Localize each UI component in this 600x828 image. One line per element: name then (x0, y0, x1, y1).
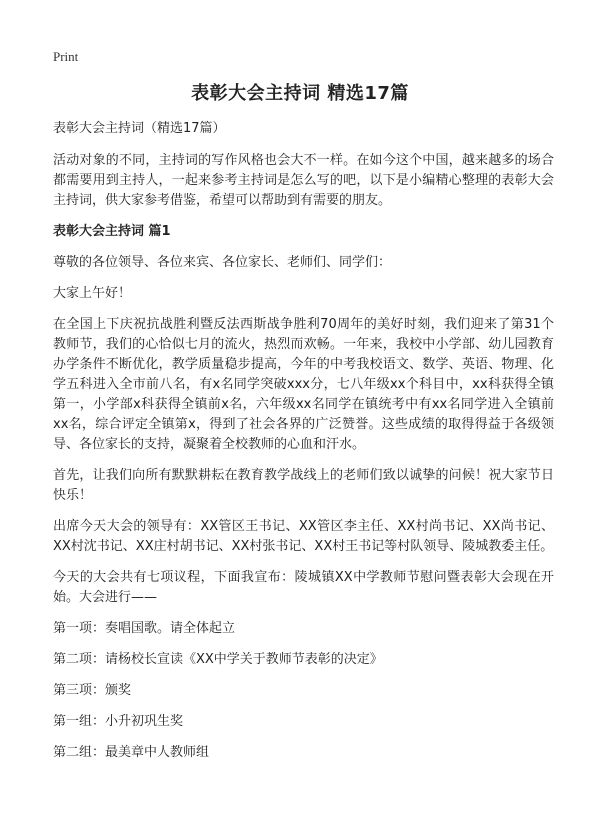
award-group-1: 第一组：小升初巩生奖 (53, 714, 184, 729)
paragraph-achievements: 在全国上下庆祝抗战胜利暨反法西斯战争胜利70周年的美好时刻，我们迎来了第31个教师节，我们的心恰似七月的流火，热烈而欢畅。一年来，我校中小学部、幼儿园教育办学条件不断优化，教学质量稳步提高，今年的中考我校语文、数学、英语、物理、化学五科进入全市前八名，有x名同学突破xxx分，七八年级xx个科目中，xx科获得全镇第一，小学部x科获得全镇前x名，六年级xx名同学在镇统考中有xx名同学进入全镇前xx名，综合评定全镇第x，得到了社会各界的广泛赞誉。这些成绩的取得得益于各级领导、各位家长的支持，凝聚着全校教师的心血和汗水。 (53, 317, 554, 452)
agenda-item-1: 第一项：奏唱国歌。请全体起立 (53, 621, 236, 636)
document-subtitle: 表彰大会主持词（精选17篇） (53, 121, 226, 136)
document-body (53, 119, 554, 774)
award-group-2: 第二组：最美章中人教师组 (53, 745, 210, 760)
paragraph-greeting: 尊敬的各位领导、各位来宾、各位家长、老师们、同学们： (53, 255, 392, 270)
agenda-item-2: 第二项：请杨校长宣读《XX中学关于教师节表彰的决定》 (53, 652, 383, 667)
print-label: Print (53, 49, 79, 64)
paragraph-agenda-intro: 今天的大会共有七项议程，下面我宣布：陵城镇XX中学教师节慰问暨表彰大会现在开始。大会进行—— (53, 570, 554, 605)
section-heading: 表彰大会主持词 篇1 (53, 224, 171, 239)
page-title: 表彰大会主持词 精选17篇 (191, 83, 409, 104)
intro-paragraph: 活动对象的不同，主持词的写作风格也会大不一样。在如今这个中国，越来越多的场合都需要用到主持人，一起来参考主持词是怎么写的吧，以下是小编精心整理的表彰大会主持词，供大家参考借鉴，希望可以帮助到有需要的朋友。 (53, 153, 554, 208)
paragraph-good-morning: 大家上午好！ (53, 286, 132, 301)
paragraph-greetings-to-teachers: 首先，让我们向所有默默耕耘在教育教学战线上的老师们致以诚挚的问候！祝大家节日快乐！ (53, 468, 554, 503)
agenda-item-3: 第三项：颁奖 (53, 683, 132, 698)
paragraph-attending-leaders: 出席今天大会的领导有：XX管区王书记、XX管区李主任、XX村尚书记、XX尚书记、XX村沈书记、XX庄村胡书记、XX村张书记、XX村王书记等村队领导、陵城教委主任。 (53, 519, 554, 554)
